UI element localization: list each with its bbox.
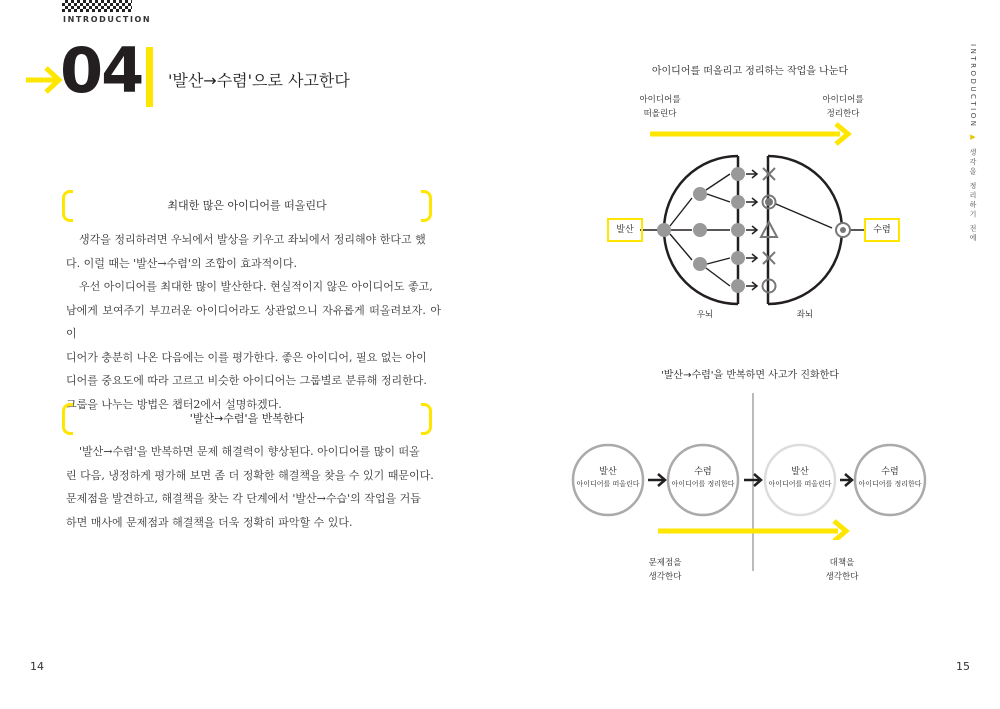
label-line: 생각한다: [825, 572, 859, 582]
left-brain-label: 좌뇌: [796, 310, 814, 320]
circle-title: 수렴: [694, 467, 712, 477]
left-brain-shape: [768, 156, 842, 304]
bracket-right: [421, 403, 432, 435]
diagram2-title: '발산→수렴'을 반복하면 사고가 진화한다: [661, 370, 839, 381]
label-line: 정리한다: [826, 109, 860, 119]
side-label-text: INTRODUCTION: [969, 44, 977, 129]
side-arrow-icon: ▶: [969, 133, 977, 144]
cycle-circle-3: [767, 466, 833, 490]
circle-title: 발산: [599, 467, 617, 477]
label-line: 아이디어를: [639, 95, 681, 105]
yellow-arrow: [650, 124, 848, 144]
converge-box: 수렴: [864, 218, 900, 242]
body-line: 디어가 충분히 나온 다음에는 이를 평가한다. 좋은 아이디어, 필요 없는 아이: [66, 350, 427, 364]
page-number-right: 15: [956, 660, 970, 673]
body-line: 하면 매사에 문제점과 해결책을 더욱 정확히 파악할 수 있다.: [66, 515, 353, 529]
circle-title: 수렴: [881, 467, 899, 477]
circle-sub: 아이디어를 떠올린다: [576, 480, 640, 488]
body-line: 문제점을 발견하고, 해결책을 찾는 각 단계에서 '발산→수습'의 작업을 거듭: [66, 492, 421, 505]
bracket-right: [421, 190, 432, 222]
diagram1-left-top-label: [620, 93, 700, 121]
body-line: 다. 이럴 때는 '발산→수렴'의 조합이 효과적이다.: [66, 256, 298, 270]
bottom-right-label: [812, 556, 872, 584]
body-line: '발산→수렴'을 반복하면 문제 해결력이 향상된다. 아이디어를 많이 떠올: [79, 445, 420, 458]
section1-title: 최대한 많은 아이디어를 떠올린다: [167, 199, 327, 212]
diverge-box: 발산: [607, 218, 643, 242]
label-line: 대책을: [829, 558, 855, 568]
cycle-circle-4: [857, 466, 923, 490]
diagram2-circles: [570, 440, 940, 540]
right-brain-label: 우뇌: [696, 310, 714, 320]
body-line: 남에게 보여주기 부끄러운 아이디어라도 상관없으니 자유롭게 떠올려보자. 아이: [66, 303, 441, 340]
bottom-left-label: [635, 556, 695, 584]
diagram1-title: 아이디어를 떠올리고 정리하는 작업을 나눈다: [651, 66, 849, 77]
label-line: 문제점을: [648, 558, 682, 568]
page-number-left: 14: [30, 660, 44, 673]
title-divider: [146, 47, 153, 107]
bottom-yellow-arrow: [658, 521, 846, 540]
checker-pattern: [62, 0, 132, 12]
circle-title: 발산: [791, 467, 809, 477]
body-line: 그룹을 나누는 방법은 챕터2에서 설명하겠다.: [66, 397, 282, 411]
diagram1-right-top-label: [803, 93, 883, 121]
section2-body: [66, 440, 441, 534]
circle-sub: 아이디어를 떠올린다: [768, 480, 832, 488]
side-sublabel: 생각을 정리하기 전에: [969, 148, 977, 244]
label-line: 생각한다: [648, 572, 682, 582]
body-line: 생각을 정리하려면 우뇌에서 발상을 키우고 좌뇌에서 정리해야 한다고 했: [79, 233, 426, 246]
section-label: INTRODUCTION: [63, 15, 152, 24]
section2-heading: [62, 403, 432, 433]
body-line: 린 다음, 냉정하게 평가해 보면 좀 더 정확한 해결책을 찾을 수 있기 때문이다.: [66, 468, 434, 482]
section1-body: [66, 228, 441, 416]
label-line: 아이디어를: [822, 95, 864, 105]
side-label: [964, 44, 978, 243]
chapter-title: '발산→수렴'으로 사고한다: [168, 71, 350, 90]
cycle-circle-2: [670, 466, 736, 490]
body-line: 디어를 중요도에 따라 고르고 비슷한 아이디어는 그룹별로 분류해 정리한다.: [66, 374, 427, 387]
circle-sub: 아이디어를 정리한다: [858, 480, 922, 488]
chapter-number: 04: [60, 34, 143, 107]
body-line: 우선 아이디어를 최대한 많이 발산한다. 현실적이지 않은 아이디어도 좋고,: [79, 280, 433, 293]
section2-title: '발산→수렴'을 반복한다: [189, 412, 305, 425]
cycle-circle-1: [575, 466, 641, 490]
label-line: 떠올린다: [643, 109, 677, 119]
circle-sub: 아이디어를 정리한다: [671, 480, 735, 488]
section1-heading: [62, 190, 432, 220]
